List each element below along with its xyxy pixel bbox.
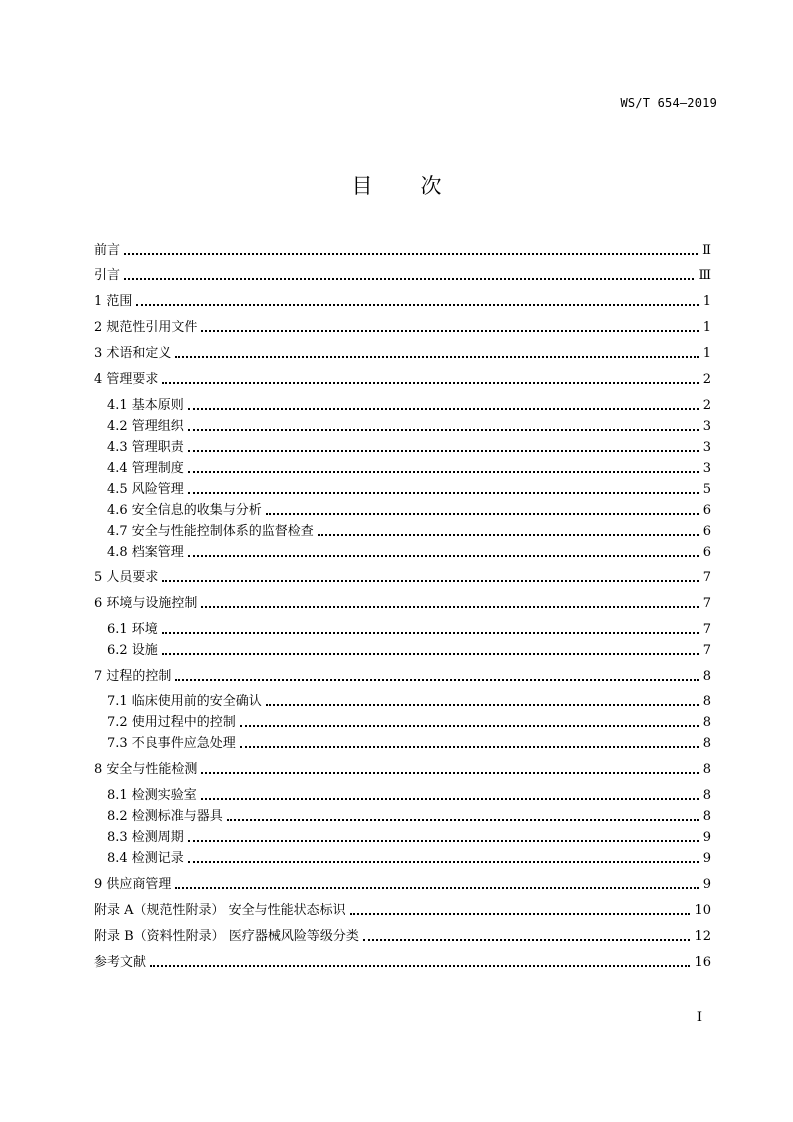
toc-entry[interactable]: [107, 848, 711, 868]
toc-entry-label: 6 环境与设施控制: [94, 596, 198, 611]
toc-entry[interactable]: [94, 874, 711, 894]
dot-leader: [201, 330, 698, 332]
toc-entry-page: 3: [702, 440, 711, 455]
toc-entry-page: 2: [702, 372, 711, 387]
toc-entry-label: 4.8 档案管理: [107, 545, 184, 560]
toc-entry[interactable]: [107, 691, 711, 711]
toc-entry-label: 8.2 检测标准与器具: [107, 809, 223, 824]
dot-leader: [136, 304, 698, 306]
dot-leader: [227, 819, 699, 821]
toc-entry-label: 4.6 安全信息的收集与分析: [107, 503, 262, 518]
dot-leader: [188, 408, 699, 410]
toc-entry-page: 8: [702, 809, 711, 824]
toc-entry-page: 6: [702, 524, 711, 539]
dot-leader: [162, 382, 698, 384]
dot-leader: [240, 725, 699, 727]
page-title: 目次: [351, 174, 490, 198]
toc-entry-page: 7: [702, 622, 711, 637]
toc-entry-label: 4.7 安全与性能控制体系的监督检查: [107, 524, 314, 539]
toc-entry-label: 7.3 不良事件应急处理: [107, 736, 236, 751]
dot-leader: [175, 679, 698, 681]
dot-leader: [162, 653, 699, 655]
toc-entry-page: 8: [702, 736, 711, 751]
toc-entry[interactable]: [107, 827, 711, 847]
toc-entry-page: 9: [702, 830, 711, 845]
toc-entry[interactable]: [107, 733, 711, 753]
toc-entry-label: 引言: [94, 268, 121, 283]
toc-entry-label: 4.4 管理制度: [107, 461, 184, 476]
toc-entry-label: 8.4 检测记录: [107, 851, 184, 866]
dot-leader: [188, 492, 699, 494]
dot-leader: [201, 798, 699, 800]
toc-entry-page: 1: [702, 294, 711, 309]
toc-entry-label: 7.1 临床使用前的安全确认: [107, 694, 262, 709]
dot-leader: [124, 253, 698, 255]
toc-entry[interactable]: [94, 343, 711, 363]
toc-entry[interactable]: [107, 395, 711, 415]
toc-entry-label: 4.5 风险管理: [107, 482, 184, 497]
toc-entry-page: 8: [702, 762, 711, 777]
toc-entry[interactable]: [94, 240, 711, 260]
toc-entry-page: 6: [702, 545, 711, 560]
toc-entry-page: 9: [702, 851, 711, 866]
toc-entry-page: 3: [702, 461, 711, 476]
toc-entry-label: 6.2 设施: [107, 643, 158, 658]
toc-entry-label: 2 规范性引用文件: [94, 320, 198, 335]
toc-entry-page: 5: [702, 482, 711, 497]
dot-leader: [363, 939, 691, 941]
toc-entry-label: 4.1 基本原则: [107, 398, 184, 413]
toc-entry-label: 附录 A（规范性附录） 安全与性能状态标识: [94, 903, 346, 918]
toc-entry-label: 4.3 管理职责: [107, 440, 184, 455]
toc-entry[interactable]: [94, 926, 711, 946]
toc-entry-page: 8: [702, 669, 711, 684]
dot-leader: [201, 772, 698, 774]
toc-entry-page: 3: [702, 419, 711, 434]
toc-entry-label: 前言: [94, 243, 121, 258]
toc-entry[interactable]: [107, 500, 711, 520]
toc-entry-label: 参考文献: [94, 955, 147, 970]
toc-entry[interactable]: [94, 567, 711, 587]
toc-entry[interactable]: [107, 521, 711, 541]
dot-leader: [188, 555, 699, 557]
toc-entry[interactable]: [94, 265, 711, 285]
dot-leader: [201, 606, 698, 608]
toc-entry-label: 7.2 使用过程中的控制: [107, 715, 236, 730]
toc-entry[interactable]: [94, 317, 711, 337]
dot-leader: [188, 861, 699, 863]
toc-entry-page: 7: [702, 643, 711, 658]
toc-entry-label: 1 范围: [94, 294, 133, 309]
toc-entry-page: 8: [702, 694, 711, 709]
dot-leader: [188, 450, 699, 452]
toc-entry-label: 4.2 管理组织: [107, 419, 184, 434]
dot-leader: [175, 356, 698, 358]
toc-entry-page: 7: [702, 570, 711, 585]
dot-leader: [150, 965, 690, 967]
toc-entry[interactable]: [94, 291, 711, 311]
toc-entry-label: 3 术语和定义: [94, 346, 172, 361]
toc-entry-label: 8 安全与性能检测: [94, 762, 198, 777]
toc-entry-page: 6: [702, 503, 711, 518]
dot-leader: [350, 913, 691, 915]
toc-entry-page: 8: [702, 715, 711, 730]
toc-entry-label: 9 供应商管理: [94, 877, 172, 892]
toc-entry[interactable]: [107, 479, 711, 499]
dot-leader: [162, 632, 699, 634]
toc-entry-page: 1: [702, 346, 711, 361]
dot-leader: [124, 278, 694, 280]
dot-leader: [240, 746, 699, 748]
toc-entry-label: 8.1 检测实验室: [107, 788, 197, 803]
toc-entry-label: 7 过程的控制: [94, 669, 172, 684]
dot-leader: [162, 580, 698, 582]
toc-entry[interactable]: [94, 666, 711, 686]
toc-entry[interactable]: [107, 458, 711, 478]
toc-entry[interactable]: [107, 416, 711, 436]
toc-entry[interactable]: [107, 619, 711, 639]
dot-leader: [188, 840, 699, 842]
toc-entry[interactable]: [94, 952, 711, 972]
toc-entry[interactable]: [107, 712, 711, 732]
dot-leader: [266, 704, 699, 706]
page-number: I: [696, 1010, 702, 1025]
toc-entry[interactable]: [94, 900, 711, 920]
toc-entry-page: 7: [702, 596, 711, 611]
toc-entry[interactable]: [107, 785, 711, 805]
toc-entry[interactable]: [94, 369, 711, 389]
toc-entry-page: 12: [694, 929, 711, 944]
toc-entry[interactable]: [107, 640, 711, 660]
toc-entry-label: 附录 B（资料性附录） 医疗器械风险等级分类: [94, 929, 359, 944]
toc-entry-page: 8: [702, 788, 711, 803]
toc-entry-page: Ⅲ: [698, 268, 711, 283]
toc-entry-label: 8.3 检测周期: [107, 830, 184, 845]
toc-entry-label: 4 管理要求: [94, 372, 159, 387]
toc-entry-label: 5 人员要求: [94, 570, 159, 585]
toc-entry[interactable]: [107, 542, 711, 562]
toc-entry-label: 6.1 环境: [107, 622, 158, 637]
dot-leader: [188, 471, 699, 473]
toc-entry[interactable]: [94, 759, 711, 779]
document-code: WS/T 654—2019: [620, 96, 717, 110]
toc-entry-page: 9: [702, 877, 711, 892]
toc-entry-page: 1: [702, 320, 711, 335]
toc-entry-page: 10: [694, 903, 711, 918]
toc-entry-page: Ⅱ: [702, 243, 711, 258]
toc-entry[interactable]: [107, 806, 711, 826]
dot-leader: [266, 513, 699, 515]
dot-leader: [175, 887, 698, 889]
toc-entry-page: 16: [694, 955, 711, 970]
toc-entry[interactable]: [107, 437, 711, 457]
toc-entry-page: 2: [702, 398, 711, 413]
dot-leader: [318, 534, 699, 536]
dot-leader: [188, 429, 699, 431]
toc-entry[interactable]: [94, 593, 711, 613]
